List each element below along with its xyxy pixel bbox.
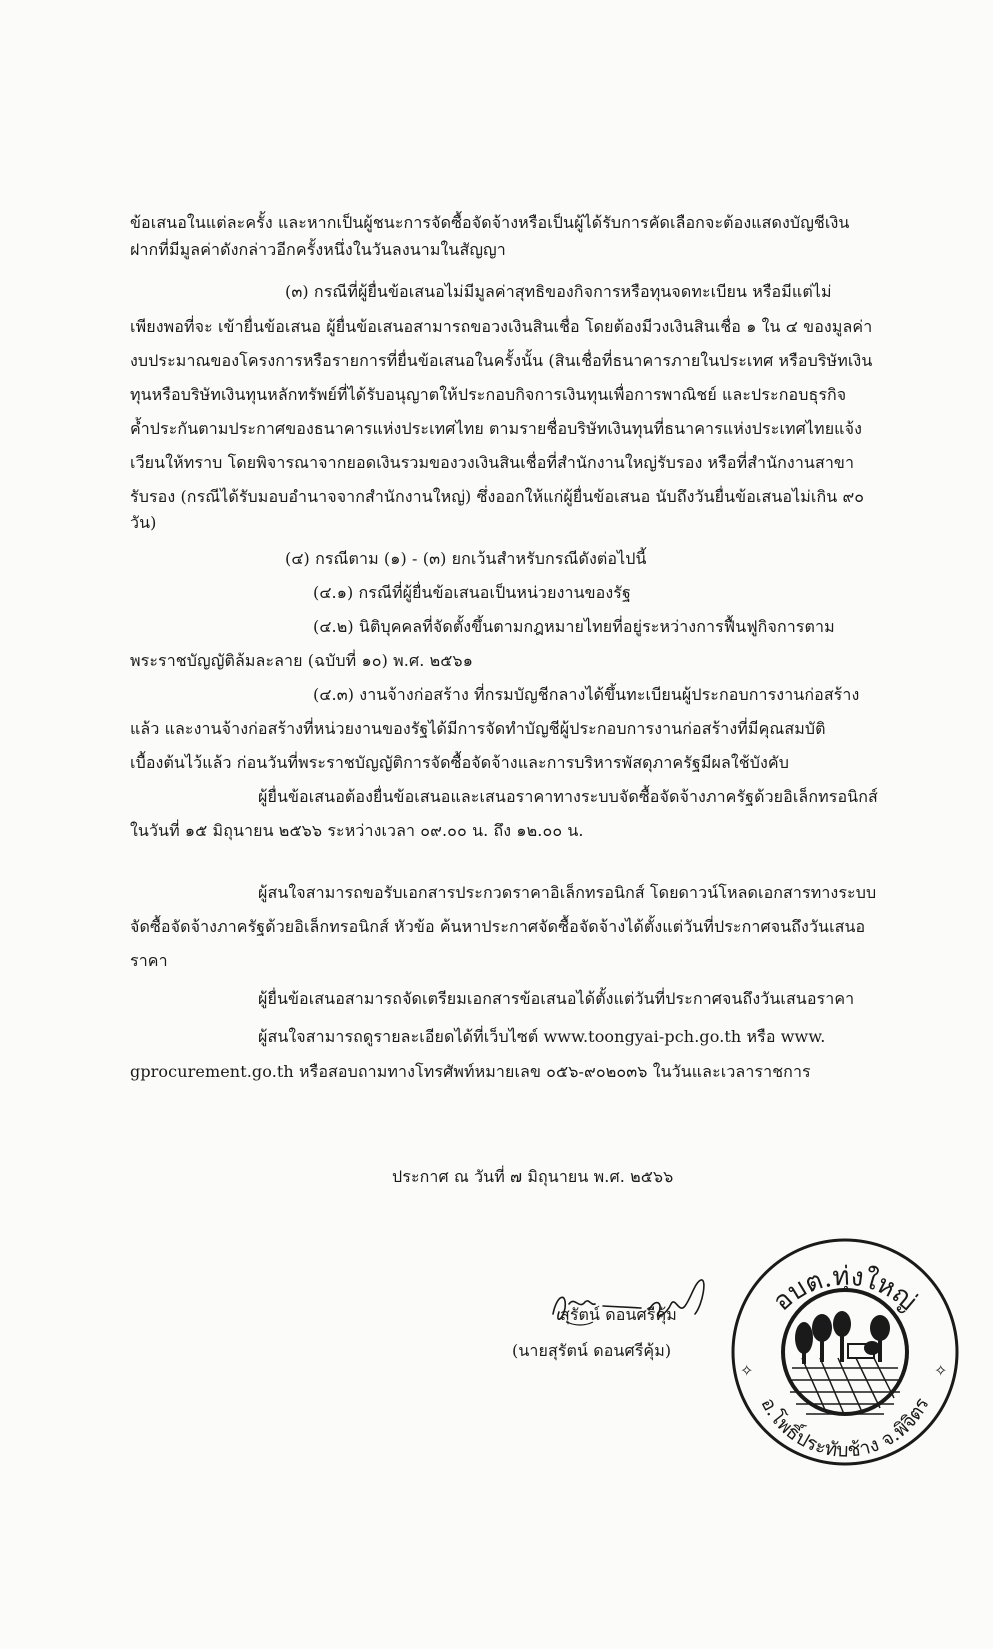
body-text-line: เบื้องต้นไว้แล้ว ก่อนวันที่พระราชบัญญัติการจัดซื้อจัดจ้างและการบริหารพัสดุภาครัฐมีผลใช้บังคับ xyxy=(130,753,789,772)
official-seal xyxy=(722,1228,967,1473)
body-text-line: พระราชบัญญัติล้มละลาย (ฉบับที่ ๑๐) พ.ศ. ๒๕๖๑ xyxy=(130,651,473,670)
body-text-line: จัดซื้อจัดจ้างภาครัฐด้วยอิเล็กทรอนิกส์ หัวข้อ ค้นหาประกาศจัดซื้อจัดจ้างได้ตั้งแต่วันที่ประกาศจนถึงวันเสนอ xyxy=(130,917,866,936)
body-text-line: ผู้สนใจสามารถขอรับเอกสารประกวดราคาอิเล็กทรอนิกส์ โดยดาวน์โหลดเอกสารทางระบบ xyxy=(258,883,877,902)
announcement-date: ประกาศ ณ วันที่ ๗ มิถุนายน พ.ศ. ๒๕๖๖ xyxy=(392,1167,674,1186)
body-text-line: ฝากที่มีมูลค่าดังกล่าวอีกครั้งหนึ่งในวันลงนามในสัญญา xyxy=(130,240,506,259)
body-text-line: (๔.๓) งานจ้างก่อสร้าง ที่กรมบัญชีกลางได้ขึ้นทะเบียนผู้ประกอบการงานก่อสร้าง xyxy=(313,685,860,704)
body-text-line: (๓) กรณีที่ผู้ยื่นข้อเสนอไม่มีมูลค่าสุทธิของกิจการหรือทุนจดทะเบียน หรือมีแต่ไม่ xyxy=(285,282,832,301)
seal-bottom-text: อ.โพธิ์ประทับช้าง จ.พิจิตร xyxy=(756,1394,934,1462)
body-text-line: ทุนหรือบริษัทเงินทุนหลักทรัพย์ที่ได้รับอนุญาตให้ประกอบกิจการเงินทุนเพื่อการพาณิชย์ และประกอบธุรกิจ xyxy=(130,385,847,404)
body-text-line: ผู้ยื่นข้อเสนอต้องยื่นข้อเสนอและเสนอราคาทางระบบจัดซื้อจัดจ้างภาครัฐด้วยอิเล็กทรอนิกส์ xyxy=(258,787,878,806)
signer-full-name: (นายสุรัตน์ ดอนศรีคุ้ม) xyxy=(512,1341,672,1360)
body-text-line: เวียนให้ทราบ โดยพิจารณาจากยอดเงินรวมของวงเงินสินเชื่อที่สำนักงานใหญ่รับรอง หรือที่สำนักงานสาขา xyxy=(130,453,855,472)
body-text-line: รับรอง (กรณีได้รับมอบอำนาจจากสำนักงานใหญ่) ซึ่งออกให้แก่ผู้ยื่นข้อเสนอ นับถึงวันยื่นข้อเสนอไม่เกิน ๙๐ xyxy=(130,487,865,506)
body-text-line: เพียงพอที่จะ เข้ายื่นข้อเสนอ ผู้ยื่นข้อเสนอสามารถขอวงเงินสินเชื่อ โดยต้องมีวงเงินสินเชื่อ ๑ ใน ๔ ของมูลค่า xyxy=(130,317,873,336)
body-text-line: (๔.๑) กรณีที่ผู้ยื่นข้อเสนอเป็นหน่วยงานของรัฐ xyxy=(313,583,631,602)
body-text-line: (๔.๒) นิติบุคคลที่จัดตั้งขึ้นตามกฎหมายไทยที่อยู่ระหว่างการฟื้นฟูกิจการตาม xyxy=(313,617,835,636)
body-text-line: gprocurement.go.th หรือสอบถามทางโทรศัพท์หมายเลข ๐๕๖-๙๐๒๐๓๖ ในวันและเวลาราชการ xyxy=(130,1062,811,1081)
svg-text:✧: ✧ xyxy=(740,1361,754,1380)
body-text-line: ในวันที่ ๑๕ มิถุนายน ๒๕๖๖ ระหว่างเวลา ๐๙.๐๐ น. ถึง ๑๒.๐๐ น. xyxy=(130,821,584,840)
seal-top-text: อบต.ทุ่งใหญ่ xyxy=(767,1261,923,1318)
body-text-line: ผู้สนใจสามารถดูรายละเอียดได้ที่เว็บไซต์ www.toongyai-pch.go.th หรือ www. xyxy=(258,1027,826,1046)
body-text-line: ข้อเสนอในแต่ละครั้ง และหากเป็นผู้ชนะการจัดซื้อจัดจ้างหรือเป็นผู้ได้รับการคัดเลือกจะต้องแสดงบัญชีเงิน xyxy=(130,213,850,232)
body-text-line: แล้ว และงานจ้างก่อสร้างที่หน่วยงานของรัฐได้มีการจัดทำบัญชีผู้ประกอบการงานก่อสร้างที่มีคุณสมบัติ xyxy=(130,719,826,738)
body-text-line: ผู้ยื่นข้อเสนอสามารถจัดเตรียมเอกสารข้อเสนอได้ตั้งแต่วันที่ประกาศจนถึงวันเสนอราคา xyxy=(258,989,855,1008)
svg-text:✧: ✧ xyxy=(934,1361,948,1380)
signer-name: สุรัตน์ ดอนศรีคุ้ม xyxy=(560,1305,677,1324)
body-text-line: งบประมาณของโครงการหรือรายการที่ยื่นข้อเสนอในครั้งนั้น (สินเชื่อที่ธนาคารภายในประเทศ หรือบริษัทเงิน xyxy=(130,351,873,370)
body-text-line: ราคา xyxy=(130,951,168,970)
body-text-line: วัน) xyxy=(130,513,157,532)
body-text-line: ค้ำประกันตามประกาศของธนาคารแห่งประเทศไทย ตามรายชื่อบริษัทเงินทุนที่ธนาคารแห่งประเทศไทยแจ้ง xyxy=(130,419,862,438)
body-text-line: (๔) กรณีตาม (๑) - (๓) ยกเว้นสำหรับกรณีดังต่อไปนี้ xyxy=(285,549,647,568)
